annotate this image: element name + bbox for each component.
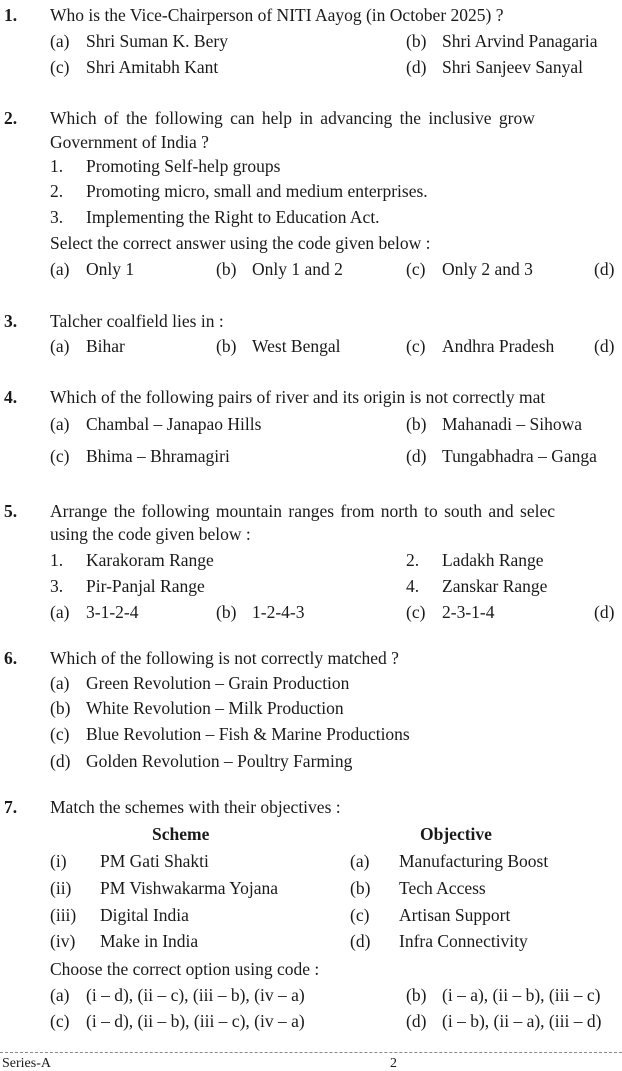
option-text: Shri Amitabh Kant	[86, 57, 219, 77]
question-number: 6.	[4, 648, 18, 668]
match-row-letter: (c)	[350, 905, 370, 925]
option-text: Only 1 and 2	[252, 259, 343, 279]
option-text: 2-3-1-4	[442, 602, 495, 622]
option-label: (a)	[50, 414, 70, 434]
question-number: 4.	[4, 387, 18, 407]
question-text: Match the schemes with their objectives :	[50, 797, 341, 817]
match-row-objective: Manufacturing Boost	[399, 851, 549, 871]
option-label: (a)	[50, 31, 70, 51]
option-label: (b)	[50, 698, 71, 718]
option-label: (a)	[50, 673, 70, 693]
code-instruction: Select the correct answer using the code given below :	[50, 233, 431, 253]
option-label: (b)	[216, 259, 237, 279]
option-text: Blue Revolution – Fish & Marine Productions	[86, 724, 410, 744]
option-text: Andhra Pradesh	[442, 336, 555, 356]
option-text: Shri Arvind Panagaria	[442, 31, 598, 51]
option-label: (a)	[50, 602, 70, 622]
option-label: (a)	[50, 259, 70, 279]
question-text: Talcher coalfield lies in :	[50, 311, 224, 331]
option-text: (i – b), (ii – a), (iii – d)	[442, 1011, 602, 1031]
question-text: Government of India ?	[50, 132, 209, 152]
option-label: (c)	[50, 57, 70, 77]
question-text: Which of the following can help in advancing the inclusive grow	[50, 108, 535, 128]
question-text: Which of the following pairs of river and its origin is not correctly mat	[50, 387, 546, 407]
question-text: Arrange the following mountain ranges from north to south and selec	[50, 501, 556, 521]
option-text: 3-1-2-4	[86, 602, 139, 622]
option-text: West Bengal	[252, 336, 341, 356]
match-row-label: (iv)	[50, 931, 76, 951]
option-text: White Revolution – Milk Production	[86, 698, 344, 718]
option-label: (c)	[50, 724, 70, 744]
option-text: Tungabhadra – Ganga	[442, 446, 597, 466]
question-text: Which of the following is not correctly matched ?	[50, 648, 399, 668]
option-text: Shri Sanjeev Sanyal	[442, 57, 583, 77]
question-number: 3.	[4, 311, 18, 331]
list-item: Karakoram Range	[86, 550, 214, 570]
option-text: Bhima – Bhramagiri	[86, 446, 230, 466]
option-label: (d)	[594, 336, 615, 356]
list-item: Ladakh Range	[442, 550, 544, 570]
option-label: (d)	[50, 751, 71, 771]
option-label: (d)	[594, 259, 615, 279]
option-label: (c)	[406, 259, 426, 279]
list-number: 3.	[50, 207, 64, 227]
option-label: (d)	[406, 1011, 427, 1031]
list-item: Zanskar Range	[442, 576, 548, 596]
option-label: (b)	[406, 414, 427, 434]
list-item: Pir-Panjal Range	[86, 576, 205, 596]
option-label: (d)	[406, 57, 427, 77]
page-number: 2	[390, 1056, 397, 1071]
option-text: 1-2-4-3	[252, 602, 305, 622]
option-label: (c)	[406, 336, 426, 356]
option-text: Chambal – Janapao Hills	[86, 414, 262, 434]
option-text: (i – d), (ii – c), (iii – b), (iv – a)	[86, 985, 305, 1005]
option-text: Green Revolution – Grain Production	[86, 673, 350, 693]
option-label: (b)	[216, 336, 237, 356]
option-label: (d)	[594, 602, 615, 622]
match-row-label: (iii)	[50, 905, 77, 925]
question-text: using the code given below :	[50, 524, 251, 544]
match-row-letter: (d)	[350, 931, 371, 951]
option-label: (b)	[216, 602, 237, 622]
list-item: Implementing the Right to Education Act.	[86, 207, 380, 227]
match-row-label: (i)	[50, 851, 67, 871]
option-label: (a)	[50, 985, 70, 1005]
list-item: Promoting Self-help groups	[86, 156, 281, 176]
option-text: Only 2 and 3	[442, 259, 533, 279]
question-number: 7.	[4, 797, 18, 817]
list-number: 3.	[50, 576, 64, 596]
option-label: (c)	[50, 1011, 70, 1031]
option-label: (d)	[406, 446, 427, 466]
list-number: 1.	[50, 550, 64, 570]
option-text: Shri Suman K. Bery	[86, 31, 228, 51]
column-header-scheme: Scheme	[152, 824, 210, 844]
option-text: Golden Revolution – Poultry Farming	[86, 751, 353, 771]
question-number: 2.	[4, 108, 18, 128]
match-row-objective: Artisan Support	[399, 905, 511, 925]
code-instruction: Choose the correct option using code :	[50, 959, 320, 979]
column-header-objective: Objective	[420, 824, 492, 844]
match-row-scheme: PM Gati Shakti	[100, 851, 209, 871]
match-row-scheme: Digital India	[100, 905, 189, 925]
match-row-scheme: Make in India	[100, 931, 199, 951]
list-item: Promoting micro, small and medium enterprises.	[86, 181, 428, 201]
option-label: (c)	[50, 446, 70, 466]
option-text: (i – a), (ii – b), (iii – c)	[442, 985, 601, 1005]
option-label: (b)	[406, 31, 427, 51]
footer-divider	[0, 1052, 622, 1053]
option-label: (c)	[406, 602, 426, 622]
match-row-scheme: PM Vishwakarma Yojana	[100, 878, 278, 898]
option-label: (b)	[406, 985, 427, 1005]
list-number: 4.	[406, 576, 420, 596]
question-number: 5.	[4, 501, 18, 521]
list-number: 2.	[50, 181, 64, 201]
option-text: (i – d), (ii – b), (iii – c), (iv – a)	[86, 1011, 305, 1031]
match-row-objective: Tech Access	[399, 878, 486, 898]
list-number: 2.	[406, 550, 420, 570]
option-text: Only 1	[86, 259, 135, 279]
match-row-label: (ii)	[50, 878, 72, 898]
match-row-letter: (b)	[350, 878, 371, 898]
series-label: Series-A	[2, 1056, 51, 1071]
option-label: (a)	[50, 336, 70, 356]
option-text: Mahanadi – Sihowa	[442, 414, 582, 434]
option-text: Bihar	[86, 336, 125, 356]
question-number: 1.	[4, 5, 18, 25]
list-number: 1.	[50, 156, 64, 176]
match-row-letter: (a)	[350, 851, 370, 871]
question-text: Who is the Vice-Chairperson of NITI Aayog (in October 2025) ?	[50, 5, 504, 25]
match-row-objective: Infra Connectivity	[399, 931, 528, 951]
